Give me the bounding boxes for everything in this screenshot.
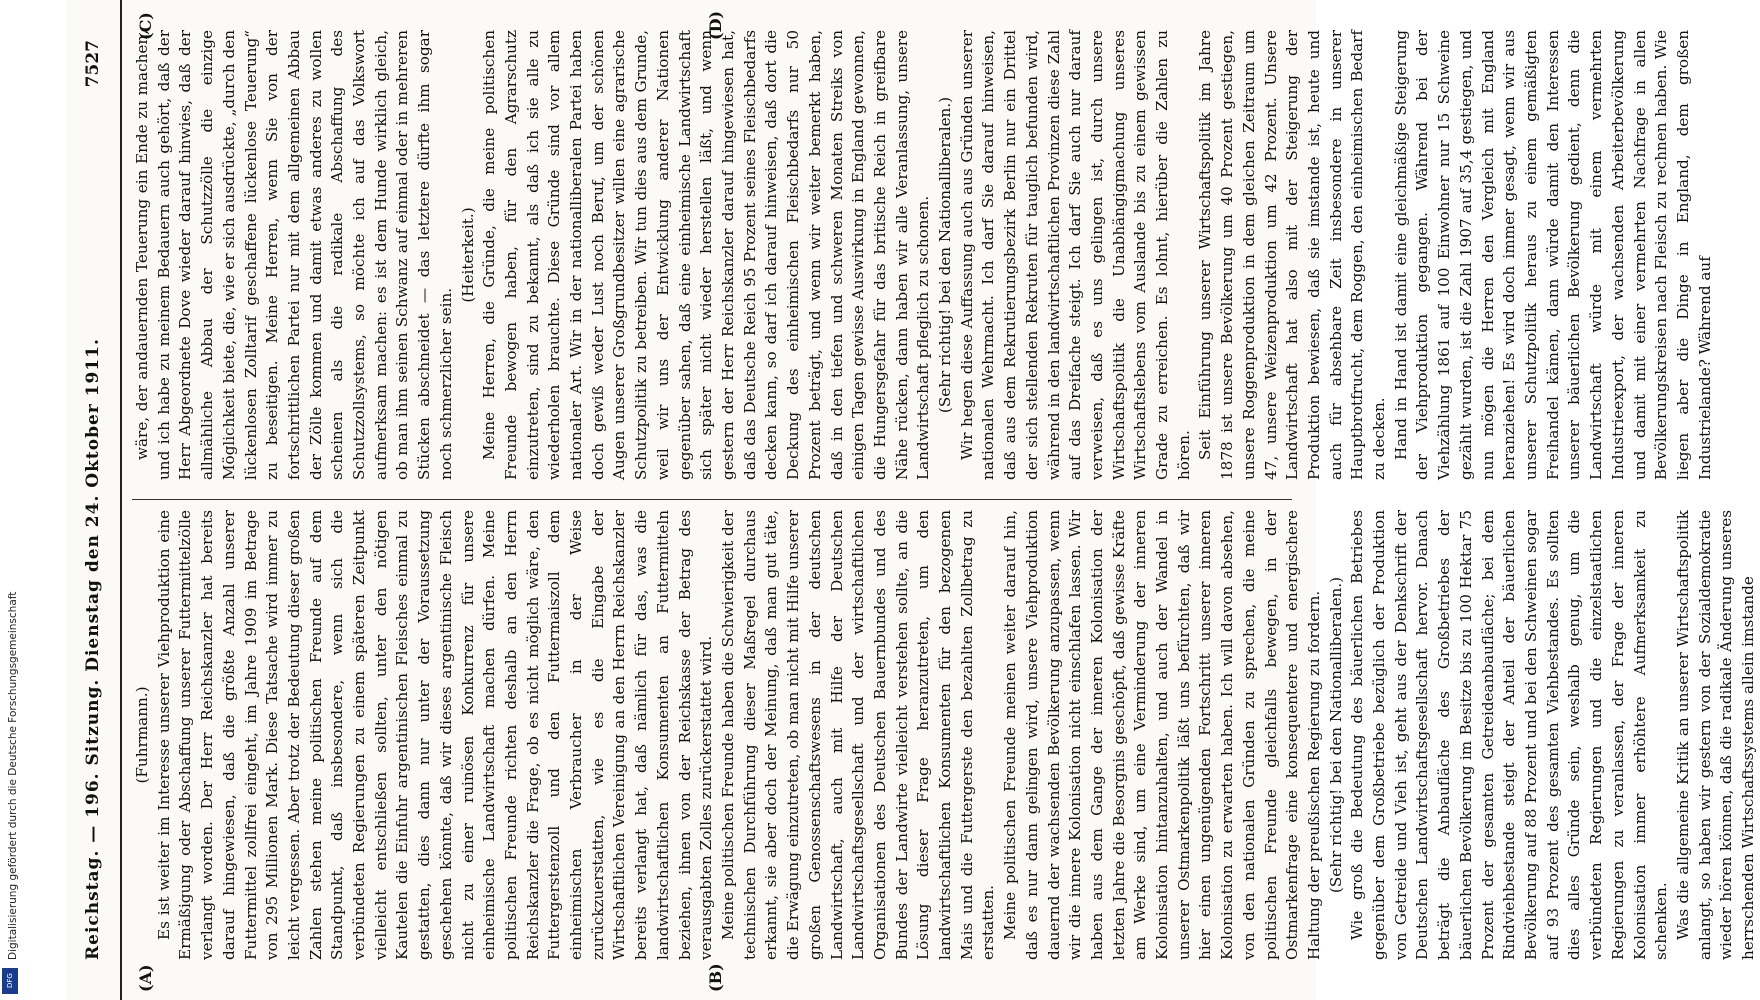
speaker-name: (Fuhrmann.) <box>133 686 151 784</box>
paragraph: wäre, der andauernden Teuerung ein Ende zu machen, und ich habe zu meinem Bedauern auch gehört, daß der Herr Abgeordnete Dove wieder darauf hinwies, daß der allmähliche Abbau der Schutzzölle die einzige Möglichkeit biete, die, wie er sich ausdrückte, „durch den lückenlosen Zolltarif geschaffene lückenlose Teuerung“ zu beseitigen. Meine Herren, wenn Sie von der fortschrittlichen Partei nur mit dem allgemeinen Abbau der Zölle kommen und damit etwas anderes zu wollen scheinen als die radikale Abschaffung des Schutzzollsystems, so möchte ich auf das Volkswort aufmerksam machen: es ist dem Hunde wirklich gleich, ob man ihm seinen Schwanz auf einmal oder in mehreren Stücken abschneidet — das letztere dürfte ihm sogar noch schmerzlicher sein. <box>133 30 455 480</box>
left-column <box>132 510 1758 960</box>
page-header-title: Reichstag. — 196. Sitzung. Dienstag den 24. Oktober 1911. <box>83 338 103 960</box>
paragraph: Wir hegen diese Auffassung auch aus Gründen unserer nationalen Wehrmacht. Ich darf Sie darauf hinweisen, daß aus dem Rekrutierungsbezirk Berlin nur ein Drittel der sich stellenden Rekruten für tauglich befunden wird, während in den landwirtschaftlichen Provinzen diese Zahl auf das Dreifache steigt. Ich darf Sie auch nur darauf verweisen, daß es uns gelingen ist, durch unsere Wirtschaftspolitik die Unabhängigmachung unseres Wirtschaftslebens vom Auslande bis zu einem gewissen Grade zu erreichen. Es lohnt, hierüber die Zahlen zu hören. <box>957 30 1193 480</box>
paragraph: Meine politischen Freunde haben die Schwierigkeit der technischen Durchführung dieser Maßregel durchaus erkannt, sie aber doch der Meinung, daß man gut täte, die Erwägung einzutreten, ob man nicht mit Hilfe unserer großen Genossenschaftswesens in der deutschen Landwirtschaft, auch mit Hilfe der Deutschen Landwirtschaftsgesellschaft und der wirtschaftlichen Organisationen des Deutschen Bauernbundes und des Bundes der Landwirte vielleicht verstehen sollte, an die Lösung dieser Frage heranzutreten, um den landwirtschaftlichen Konsumenten für den bezogenen Mais und die Futtergerste den bezahlten Zollbetrag zu erstatten. <box>718 510 998 960</box>
page-number: 7527 <box>83 40 103 88</box>
margin-label-d: (D) <box>706 10 725 40</box>
margin-label-b: (B) <box>706 963 725 992</box>
paragraph: Seit Einführung unserer Wirtschaftspolitik im Jahre 1878 ist unsere Bevölkerung um 40 Prozent gestiegen, unsere Roggenproduktion in dem gleichen Zeitraum um 47, unsere Weizenproduktion um 42 Prozent. Unsere Landwirtschaft hat also mit der Steigerung der Produktion bewiesen, daß sie imstande ist, heute und auch für absehbare Zeit insbesondere in unserer Hauptbrotfrucht, dem Roggen, den einheimischen Bedarf zu decken. <box>1196 30 1389 480</box>
interjection: (Sehr richtig! bei den Nationalliberalen.) <box>936 96 955 414</box>
paragraph: Es ist weiter im Interesse unserer Viehproduktion eine Ermäßigung oder Abschaffung unserer Futtermittelzölle verlangt worden. Der Herr Reichskanzler hat bereits darauf hingewiesen, daß die größte Anzahl unserer Futtermittel zollfrei eingeht, im Jahre 1909 im Betrage von 295 Millionen Mark. Diese Tatsache wird immer zu leicht vergessen. Aber trotz der Bedeutung dieser großen Zahlen stehen meine politischen Freunde auf dem Standpunkt, daß insbesondere, wenn sich die verbündeten Regierungen zu einem späteren Zeitpunkt vielleicht entschließen sollten, unter den nötigen Kautelen die Einfuhr argentinischen Fleisches einmal zu gestatten, dies dann nur unter der Voraussetzung geschehen könnte, daß wir dieses argentinische Fleisch nicht zu einer ruinösen Konkurrenz für unsere einheimische Landwirtschaft machen dürfen. Meine politischen Freunde richten deshalb an den Herrn Reichskanzler die Frage, ob es nicht möglich wäre, den Futtergerstenzoll und den Futtermaiszoll dem einheimischen Verbraucher in der Weise zurückzuerstatten, wie es die Eingabe der Wirtschaftlichen Vereinigung an den Herrn Reichskanzler bereits verlangt hat, daß nämlich für das, was die landwirtschaftlichen Konsumenten an Futtermitteln beziehen, ihnen von der Reichskasse der Betrag des verausgabten Zolles zurückerstattet wird. <box>154 510 716 960</box>
dfg-logo: DFG <box>2 968 18 994</box>
interjection: (Sehr richtig! bei den Nationalliberalen.) <box>1326 576 1345 894</box>
paragraph: Meine Herren, die Gründe, die meine politischen Freunde bewogen haben, für den Agrarschutz einzutreten, sind zu bekannt, als daß ich sie alle zu wiederholen brauchte. Diese Gründe sind vor allem nationaler Art. Wir in der nationalliberalen Partei haben doch gewiß weder Lust noch Beruf, um der schönen Augen unserer Großgrundbesitzer willen eine agrarische Schutzpolitik zu betreiben. Wir tun dies aus dem Grunde, weil wir uns der Entwicklung anderer Nationen gegenüber sahen, daß eine einheimische Landwirtschaft sich später nicht wieder herstellen läßt, und wenn gestern der Herr Reichskanzler darauf hingewiesen hat, daß das Deutsche Reich 95 Prozent seines Fleischbedarfs decken kann, so darf ich darauf hinweisen, daß dort die Deckung des einheimischen Fleischbedarfs nur 50 Prozent beträgt, und wenn wir weiter bemerkt haben, daß in den tiefen und schweren Monaten Streiks von einigen Tagen gewisse Auswirkung in England gewonnen, die Hungersgefahr für das britische Reich in greifbare Nähe rücken, dann haben wir alle Veranlassung, unsere Landwirtschaft pfleglich zu schonen. <box>480 30 933 480</box>
page-header <box>66 0 122 1000</box>
document-page <box>66 0 1758 1000</box>
interjection: (Heiterkeit.) <box>458 207 477 303</box>
paragraph: Wie groß die Bedeutung des bäuerlichen Betriebes gegenüber dem Großbetriebe bezüglich der Produktion von Getreide und Vieh ist, geht aus der Denkschrift der Deutschen Landwirtschaftsgesellschaft hervor. Danach beträgt die Anbaufläche des Großbetriebes der bäuerlichen Bevölkerung im Besitze bis zu 100 Hektar 75 Prozent der gesamten Getreideanbaufläche; bei dem Rindviehbestande steigt der Anteil der bäuerlichen Bevölkerung auf 88 Prozent und bei den Schweinen sogar auf 93 Prozent des gesamten Viehbestandes. Es sollten dies alles Gründe sein, weshalb genug, um die verbündeten Regierungen und die einzelstaatlichen Regierungen zu veranlassen, der Frage der inneren Kolonisation immer erhöhtere Aufmerksamkeit zu schenken. <box>1348 510 1671 960</box>
margin-label-c: (C) <box>136 12 155 40</box>
margin-label-a: (A) <box>136 964 155 992</box>
paragraph: Was die allgemeine Kritik an unserer Wirtschaftspolitik anlangt, so haben wir gestern von der Sozialdemokratie wieder hören können, daß die radikale Änderung unseres herrschenden Wirtschaftssystems allein imstande <box>1673 510 1758 960</box>
funding-credit <box>0 0 20 1000</box>
right-column <box>132 30 1714 480</box>
paragraph: Hand in Hand ist damit eine gleichmäßige Steigerung der Viehproduktion gegangen. Während bei der Viehzählung 1861 auf 100 Einwohner nur 15 Schweine gezählt wurden, ist die Zahl 1907 auf 35,4 gestiegen, und nun mögen die Herren den Vergleich mit England heranziehen! Es wird doch immer gesagt, wenn wir aus unserer Schutzpolitik heraus zu einem gemäßigten Freihandel kämen, dann würde damit den Interessen unserer bäuerlichen Bevölkerung gedient, denn die Landwirtschaft würde mit einem vermehrten Industrieexport, der wachsenden Arbeiterbevölkerung und damit mit einer vermehrten Nachfrage in allen Bevölkerungskreisen nach Fleisch zu rechnen haben. Wie liegen aber die Dinge in England, dem großen Industrielande? Während auf <box>1391 30 1714 480</box>
column-divider <box>132 499 1292 500</box>
paragraph: Meine politischen Freunde meinen weiter darauf hin, daß es nur dann gelingen wird, unsere Viehproduktion dauernd der wachsenden Bevölkerung anzupassen, wenn wir die innere Kolonisation nicht einschlafen lassen. Wir haben aus dem Gange der inneren Kolonisation der letzten Jahre die Besorgnis geschöpft, daß gewisse Kräfte am Werke sind, um eine Verminderung der inneren Kolonisation hintanzuhalten, und auch der Wandel in unserer Ostmarkenpolitik läßt uns befürchten, daß wir hier einen ungenügenden Fortschritt unserer inneren Kolonisation zu erwarten haben. Ich will davon absehen, von den nationalen Gründen zu sprechen, die meine politischen Freunde gleichfalls bewegen, in der Ostmarkenfrage eine konsequentere und energischere Haltung der preußischen Regierung zu fordern. <box>1001 510 1323 960</box>
funding-credit-text: Digitalisierung gefördert durch die Deutsche Forschungsgemeinschaft <box>7 591 19 960</box>
